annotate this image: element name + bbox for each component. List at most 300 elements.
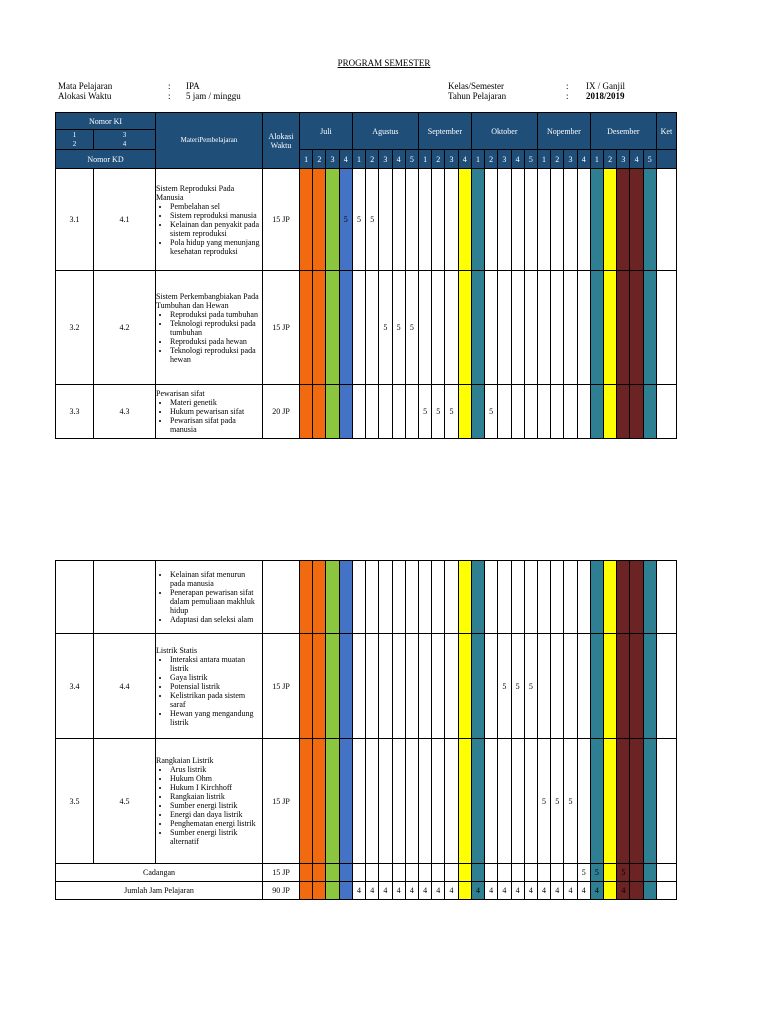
program-table-page-2 [55, 560, 677, 900]
materi-cell [156, 634, 263, 739]
week-cell [498, 864, 511, 882]
week-cell [524, 739, 537, 864]
week-cell [352, 864, 365, 882]
materi-list [156, 570, 262, 624]
week-cell [577, 634, 590, 739]
week-cell [445, 739, 458, 864]
alokasi-header: Alokasi Waktu [263, 113, 300, 169]
week-cell [577, 169, 590, 271]
week-cell [352, 634, 365, 739]
mapel-value: IPA [186, 81, 200, 91]
week-cell [352, 739, 365, 864]
materi-item: • Energi dan daya listrik [170, 810, 262, 819]
week-cell: 4 [537, 882, 550, 900]
week-cell [643, 169, 656, 271]
week-cell [458, 882, 471, 900]
week-cell: 5 [366, 169, 379, 271]
week-cell [313, 561, 326, 634]
week-cell [405, 385, 418, 439]
materi-item: • Sumber energi listrik [170, 801, 262, 810]
ket-cell [656, 385, 676, 439]
week-cell [604, 864, 617, 882]
week-cell: 4 [498, 882, 511, 900]
week-cell [524, 271, 537, 385]
week-cell [617, 739, 630, 864]
materi-cell [156, 385, 263, 439]
week-number: 4 [392, 150, 405, 169]
week-cell: 4 [577, 882, 590, 900]
page-title: PROGRAM SEMESTER [337, 58, 431, 68]
week-cell [300, 882, 313, 900]
week-cell [313, 169, 326, 271]
month-header: Oktober [471, 113, 537, 150]
week-cell [458, 385, 471, 439]
week-cell [564, 169, 577, 271]
week-cell: 4 [590, 882, 603, 900]
week-number: 1 [590, 150, 603, 169]
week-cell [630, 882, 643, 900]
week-cell [577, 561, 590, 634]
week-cell [313, 271, 326, 385]
week-cell [379, 385, 392, 439]
week-cell: 5 [445, 385, 458, 439]
week-cell [577, 739, 590, 864]
materi-cell [156, 169, 263, 271]
week-cell [498, 739, 511, 864]
materi-item: • Pola hidup yang menunjang kesehatan reproduksi [170, 238, 262, 256]
materi-title: Pewarisan sifat [156, 389, 205, 398]
week-cell [577, 271, 590, 385]
week-cell [590, 634, 603, 739]
materi-cell [156, 561, 263, 634]
week-cell: 4 [511, 882, 524, 900]
week-cell: 5 [577, 864, 590, 882]
week-number: 4 [577, 150, 590, 169]
week-cell [339, 739, 352, 864]
week-cell [630, 169, 643, 271]
week-cell [617, 634, 630, 739]
week-cell [366, 271, 379, 385]
week-cell [485, 561, 498, 634]
materi-item: • Hukum pewarisan sifat [170, 407, 262, 416]
week-cell [432, 739, 445, 864]
week-number: 1 [537, 150, 550, 169]
ki-number: 4 [122, 139, 127, 148]
week-cell [418, 634, 431, 739]
materi-list [156, 310, 262, 364]
week-cell [366, 561, 379, 634]
week-number: 2 [366, 150, 379, 169]
week-cell [485, 271, 498, 385]
week-cell [471, 561, 484, 634]
week-cell [445, 271, 458, 385]
week-cell [537, 385, 550, 439]
week-cell [590, 561, 603, 634]
materi-item: • Interaksi antara muatan listrik [170, 655, 262, 673]
week-cell [392, 561, 405, 634]
week-cell [643, 271, 656, 385]
week-cell [511, 739, 524, 864]
week-cell [352, 385, 365, 439]
materi-item: • Pewarisan sifat pada manusia [170, 416, 262, 434]
alokasi-cell: 15 JP [263, 169, 300, 271]
alokasi-cell: 15 JP [263, 271, 300, 385]
materi-item: • Sumber energi listrik alternatif [170, 828, 262, 846]
ket-week [656, 150, 676, 169]
week-cell: 5 [339, 169, 352, 271]
week-cell [471, 271, 484, 385]
week-number: 2 [485, 150, 498, 169]
materi-title: Rangkaian Listrik [156, 756, 214, 765]
kd-cell: 4.1 [94, 169, 156, 271]
week-cell [643, 739, 656, 864]
materi-list [156, 765, 262, 846]
ki-number: 1 [72, 130, 77, 139]
alokasi-cell: 20 JP [263, 385, 300, 439]
week-cell [300, 739, 313, 864]
week-cell [300, 864, 313, 882]
week-cell [524, 864, 537, 882]
week-cell: 5 [418, 385, 431, 439]
week-cell [617, 561, 630, 634]
week-number: 2 [313, 150, 326, 169]
week-number: 4 [339, 150, 352, 169]
month-header: Juli [300, 113, 353, 150]
materi-list [156, 655, 262, 727]
materi-item: • Materi genetik [170, 398, 262, 407]
week-cell [418, 739, 431, 864]
week-cell: 5 [537, 739, 550, 864]
week-cell [630, 739, 643, 864]
ki-cell: 3.4 [56, 634, 94, 739]
week-cell: 5 [405, 271, 418, 385]
week-cell [551, 169, 564, 271]
week-cell [313, 385, 326, 439]
materi-header: MateriPembelajaran [156, 113, 263, 169]
meta-left [58, 81, 112, 101]
week-cell [326, 561, 339, 634]
week-cell [445, 864, 458, 882]
table-row [56, 561, 677, 634]
week-cell [458, 169, 471, 271]
week-number: 3 [617, 150, 630, 169]
week-cell [392, 169, 405, 271]
week-cell [604, 882, 617, 900]
week-cell [326, 271, 339, 385]
week-cell [300, 561, 313, 634]
week-cell [485, 864, 498, 882]
materi-item: • Pembelahan sel [170, 202, 262, 211]
week-cell [630, 864, 643, 882]
month-header: Agustus [352, 113, 418, 150]
week-cell [537, 169, 550, 271]
week-cell [339, 561, 352, 634]
week-cell: 4 [352, 882, 365, 900]
week-cell [590, 169, 603, 271]
kd-cell: 4.2 [94, 271, 156, 385]
week-cell [432, 634, 445, 739]
week-cell [379, 169, 392, 271]
week-number: 3 [379, 150, 392, 169]
week-number: 3 [445, 150, 458, 169]
week-number: 2 [604, 150, 617, 169]
week-cell [471, 385, 484, 439]
ket-cell [656, 271, 676, 385]
week-cell [551, 385, 564, 439]
jumlah-row [56, 882, 677, 900]
week-cell [564, 271, 577, 385]
week-cell: 4 [418, 882, 431, 900]
week-number: 4 [630, 150, 643, 169]
colon: : [566, 81, 569, 91]
ki-number: 3 [122, 130, 127, 139]
week-cell [313, 882, 326, 900]
week-cell [551, 864, 564, 882]
week-cell [326, 739, 339, 864]
week-cell [339, 864, 352, 882]
week-cell [643, 864, 656, 882]
week-cell [471, 864, 484, 882]
kd-cell: 4.5 [94, 739, 156, 864]
week-number: 5 [643, 150, 656, 169]
materi-item: • Arus listrik [170, 765, 262, 774]
week-number: 1 [471, 150, 484, 169]
table-row [56, 634, 677, 739]
week-cell [604, 739, 617, 864]
week-cell [418, 864, 431, 882]
jumlah-label: Jumlah Jam Pelajaran [56, 882, 263, 900]
week-cell [604, 385, 617, 439]
week-cell [511, 385, 524, 439]
tahun-label: Tahun Pelajaran [448, 91, 507, 101]
week-cell [405, 739, 418, 864]
week-cell [590, 271, 603, 385]
week-cell [537, 271, 550, 385]
week-cell [313, 864, 326, 882]
week-cell [485, 634, 498, 739]
week-cell [339, 882, 352, 900]
materi-cell [156, 271, 263, 385]
week-cell [432, 864, 445, 882]
week-cell [392, 634, 405, 739]
week-cell: 4 [617, 882, 630, 900]
week-cell [366, 739, 379, 864]
week-cell [643, 882, 656, 900]
week-cell: 4 [445, 882, 458, 900]
materi-item: • Adaptasi dan seleksi alam [170, 615, 262, 624]
week-cell: 4 [564, 882, 577, 900]
tahun-value: 2018/2019 [586, 91, 625, 101]
week-cell [300, 271, 313, 385]
week-cell [604, 561, 617, 634]
week-cell [445, 561, 458, 634]
week-cell [564, 864, 577, 882]
materi-item: • Teknologi reproduksi pada tumbuhan [170, 319, 262, 337]
kelas-value: IX / Ganjil [586, 81, 625, 91]
kd-cell [94, 561, 156, 634]
week-cell [458, 634, 471, 739]
table-row [56, 169, 677, 271]
alokasi-label: Alokasi Waktu [58, 91, 112, 101]
week-cell [537, 561, 550, 634]
program-table-page-1 [55, 112, 677, 439]
table-row [56, 271, 677, 385]
week-cell [511, 864, 524, 882]
week-cell [643, 561, 656, 634]
week-cell [590, 385, 603, 439]
week-cell: 5 [551, 739, 564, 864]
week-cell [352, 561, 365, 634]
week-cell [485, 739, 498, 864]
week-cell [471, 634, 484, 739]
alokasi-value: 5 jam / minggu [186, 91, 241, 101]
materi-item: • Kelistrikan pada sistem saraf [170, 691, 262, 709]
week-cell [366, 864, 379, 882]
week-cell [643, 385, 656, 439]
materi-list [156, 202, 262, 256]
week-cell [313, 634, 326, 739]
week-cell [405, 864, 418, 882]
week-cell [379, 739, 392, 864]
week-cell: 4 [379, 882, 392, 900]
week-number: 3 [564, 150, 577, 169]
week-cell [326, 385, 339, 439]
table-row [56, 385, 677, 439]
week-cell: 4 [471, 882, 484, 900]
month-header: Desember [590, 113, 656, 150]
week-cell: 5 [432, 385, 445, 439]
week-cell [432, 561, 445, 634]
week-number: 1 [352, 150, 365, 169]
week-cell [511, 271, 524, 385]
alokasi-cell: 15 JP [263, 864, 300, 882]
kd-cell: 4.4 [94, 634, 156, 739]
materi-item: • Kelainan sifat menurun pada manusia [170, 570, 262, 588]
week-cell [379, 864, 392, 882]
week-cell [630, 634, 643, 739]
materi-item: • Reproduksi pada hewan [170, 337, 262, 346]
week-cell [537, 864, 550, 882]
ki-cell: 3.5 [56, 739, 94, 864]
week-cell [458, 864, 471, 882]
week-cell [590, 739, 603, 864]
week-cell [617, 169, 630, 271]
week-cell [326, 882, 339, 900]
week-cell [511, 169, 524, 271]
week-cell [352, 271, 365, 385]
mapel-label: Mata Pelajaran [58, 81, 113, 91]
ki-cell [56, 561, 94, 634]
week-cell: 5 [564, 739, 577, 864]
ki-cell: 3.3 [56, 385, 94, 439]
kd-cell: 4.3 [94, 385, 156, 439]
ket-cell [656, 634, 676, 739]
week-cell [339, 271, 352, 385]
week-cell: 4 [551, 882, 564, 900]
week-cell: 4 [392, 882, 405, 900]
materi-item: • Sistem reproduksi manusia [170, 211, 262, 220]
week-cell [379, 634, 392, 739]
week-cell [366, 634, 379, 739]
week-cell [551, 271, 564, 385]
week-cell: 4 [405, 882, 418, 900]
week-cell [498, 385, 511, 439]
week-cell: 4 [432, 882, 445, 900]
materi-item: • Hukum I Kirchhoff [170, 783, 262, 792]
materi-item: • Potensial listrik [170, 682, 262, 691]
week-cell [511, 561, 524, 634]
ket-cell [656, 561, 676, 634]
week-number: 2 [432, 150, 445, 169]
week-number: 5 [524, 150, 537, 169]
alokasi-cell: 90 JP [263, 882, 300, 900]
week-cell [392, 385, 405, 439]
ki-cell: 3.2 [56, 271, 94, 385]
month-header: Nopember [537, 113, 590, 150]
nomor-ki-header: Nomor KI [56, 113, 156, 130]
week-cell [577, 385, 590, 439]
week-cell [405, 169, 418, 271]
week-cell: 5 [485, 385, 498, 439]
materi-list [156, 398, 262, 434]
week-cell: 4 [366, 882, 379, 900]
materi-item: • Penerapan pewarisan sifat dalam pemuliaan makhluk hidup [170, 588, 262, 615]
colon: : [566, 91, 569, 101]
week-cell: 5 [379, 271, 392, 385]
week-cell [300, 169, 313, 271]
week-cell [498, 561, 511, 634]
week-cell [471, 169, 484, 271]
week-cell [326, 864, 339, 882]
materi-item: • Hewan yang mengandung listrik [170, 709, 262, 727]
week-cell: 5 [524, 634, 537, 739]
week-cell [630, 271, 643, 385]
meta-right-values [586, 81, 625, 101]
week-cell [604, 271, 617, 385]
week-cell [405, 561, 418, 634]
materi-item: • Reproduksi pada tumbuhan [170, 310, 262, 319]
meta-right [448, 81, 506, 101]
week-cell: 5 [498, 634, 511, 739]
week-cell [630, 385, 643, 439]
ket-cell [656, 169, 676, 271]
week-cell [564, 561, 577, 634]
week-cell [392, 739, 405, 864]
materi-item: • Kelainan dan penyakit pada sistem reproduksi [170, 220, 262, 238]
week-cell [604, 634, 617, 739]
month-header: September [418, 113, 471, 150]
week-cell [458, 561, 471, 634]
week-number: 1 [418, 150, 431, 169]
week-cell [445, 169, 458, 271]
week-number: 2 [551, 150, 564, 169]
week-number: 5 [405, 150, 418, 169]
week-cell [564, 634, 577, 739]
ki-cell: 3.1 [56, 169, 94, 271]
meta-left-colons [168, 81, 171, 101]
week-cell: 5 [617, 864, 630, 882]
week-cell [366, 385, 379, 439]
week-cell [313, 739, 326, 864]
week-cell: 5 [392, 271, 405, 385]
meta-right-colons [566, 81, 569, 101]
materi-title: Sistem Perkembangbiakan Pada Tumbuhan dan Hewan [156, 291, 259, 310]
week-cell [326, 634, 339, 739]
week-cell [379, 561, 392, 634]
ki-number: 2 [72, 139, 77, 148]
week-cell [418, 169, 431, 271]
week-cell [300, 634, 313, 739]
